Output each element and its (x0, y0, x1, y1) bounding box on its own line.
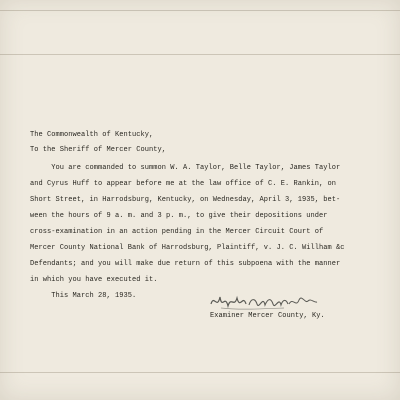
body-line: in which you have executed it. (30, 276, 158, 284)
body-line: Short Street, in Harrodsburg, Kentucky, on Wednesday, April 3, 1935, bet- (30, 196, 341, 204)
body-line: Mercer County National Bank of Harrodsburg, Plaintiff, v. J. C. Willham &c (30, 244, 345, 252)
body-line: and Cyrus Huff to appear before me at the law office of C. E. Rankin, on (30, 180, 337, 188)
paper-fold-line (0, 54, 400, 55)
handwritten-signature (209, 290, 319, 312)
body-line: cross-examination in an action pending in the Mercer Circuit Court of (30, 228, 324, 236)
salutation-line: To the Sheriff of Mercer County, (30, 146, 167, 154)
salutation-line: The Commonwealth of Kentucky, (30, 131, 154, 139)
signature-title: Examiner Mercer County, Ky. (210, 312, 325, 320)
paper-fold-line (0, 372, 400, 373)
date-line: This March 28, 1935. (30, 292, 137, 300)
body-line: ween the hours of 9 a. m. and 3 p. m., to give their depositions under (30, 212, 328, 220)
body-line: Defendants; and you will make due return of this subpoena with the manner (30, 260, 341, 268)
paper-fold-line (0, 10, 400, 11)
body-line: You are commanded to summon W. A. Taylor, Belle Taylor, James Taylor (30, 164, 341, 172)
